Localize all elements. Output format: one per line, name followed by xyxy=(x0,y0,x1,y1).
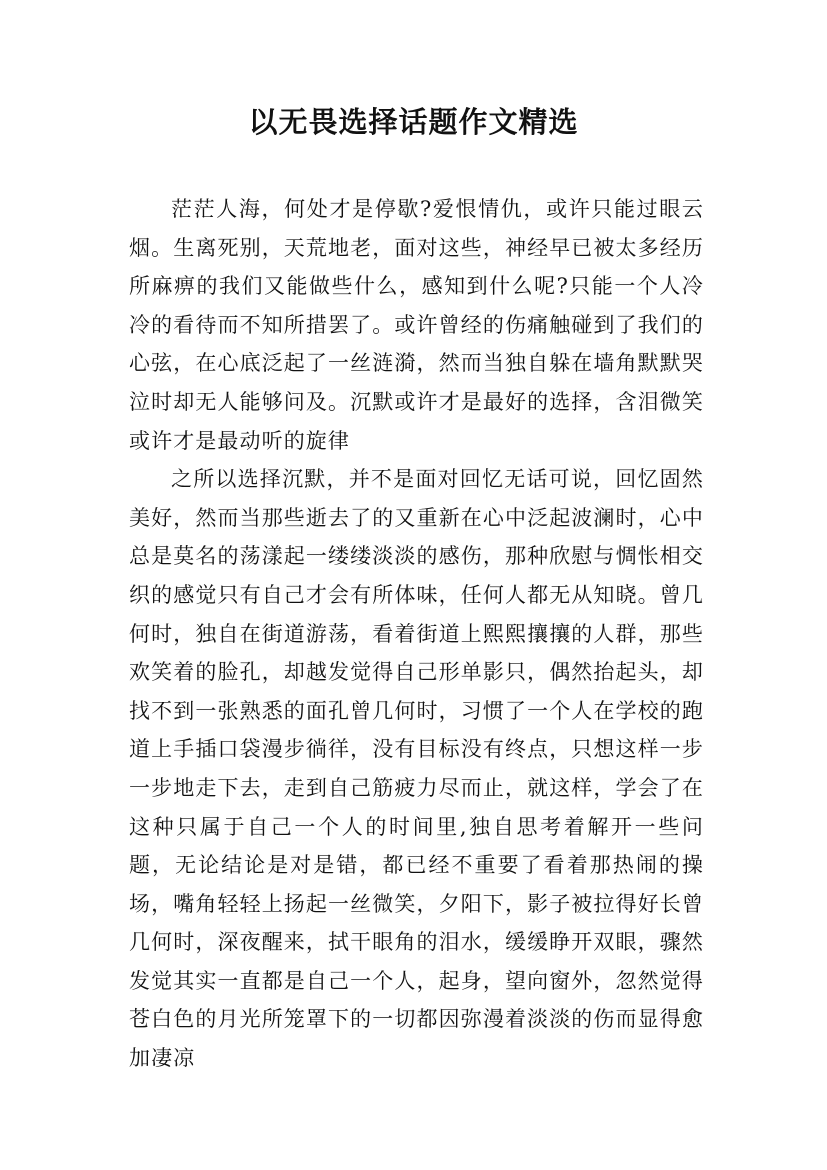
document-body xyxy=(129,190,704,1078)
document-title: 以无畏选择话题作文精选 xyxy=(248,105,579,139)
body-paragraph-2: 之所以选择沉默，并不是面对回忆无话可说，回忆固然美好，然而当那些逝去了的又重新在心中泛起波澜时，心中总是莫名的荡漾起一缕缕淡淡的感伤，那种欣慰与惆怅相交织的感觉只有自己才会有所体味，任何人都无从知晓。曾几何时，独自在街道游荡，看着街道上熙熙攘攘的人群，那些欢笑着的脸孔，却越发觉得自己形单影只，偶然抬起头，却找不到一张熟悉的面孔曾几何时，习惯了一个人在学校的跑道上手插口袋漫步徜徉，没有目标没有终点，只想这样一步一步地走下去，走到自己筋疲力尽而止，就这样，学会了在这种只属于自己一个人的时间里,独自思考着解开一些问题，无论结论是对是错，都已经不重要了看着那热闹的操场，嘴角轻轻上扬起一丝微笑，夕阳下，影子被拉得好长曾几何时，深夜醒来，拭干眼角的泪水，缓缓睁开双眼，骤然发觉其实一直都是自己一个人，起身，望向窗外，忽然觉得苍白色的月光所笼罩下的一切都因弥漫着淡淡的伤而显得愈加凄凉 xyxy=(129,467,704,1071)
body-paragraph-1: 茫茫人海，何处才是停歇?爱恨情仇，或许只能过眼云烟。生离死别，天荒地老，面对这些，神经早已被太多经历所麻痹的我们又能做些什么，感知到什么呢?只能一个人冷冷的看待而不知所措罢了。或许曾经的伤痛触碰到了我们的心弦，在心底泛起了一丝涟漪，然而当独自躲在墙角默默哭泣时却无人能够问及。沉默或许才是最好的选择，含泪微笑或许才是最动听的旋律 xyxy=(129,197,704,453)
